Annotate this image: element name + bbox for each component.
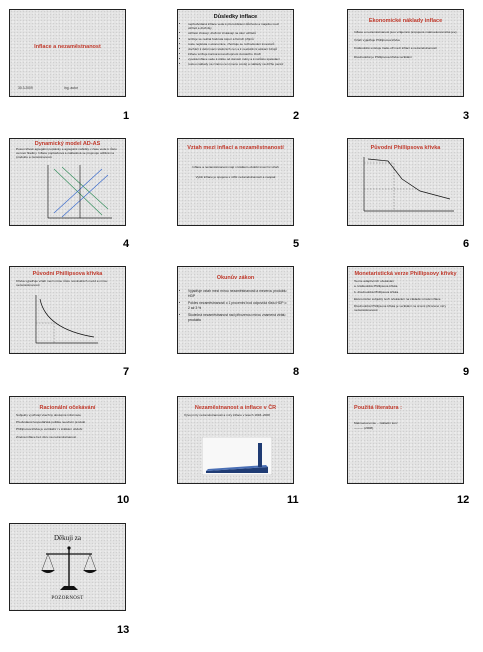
slide-number: 9 [463, 366, 470, 378]
slide-title: Okunův zákon [216, 275, 255, 281]
slide-thumbnail-11[interactable] [177, 396, 294, 484]
body-line: Inflace a nezaměstnanost jsou vzájemně propojené makroekonomické jevy [354, 30, 457, 34]
slide-title: Nezaměstnanost a inflace v ČR [194, 405, 277, 411]
body-line: Teorie adaptivních očekávání [354, 279, 395, 283]
slide-number: 8 [293, 366, 300, 378]
body-line: Vyšší inflace je spojena s nižší nezaměstnaností a naopak [195, 175, 276, 180]
slide-number: 6 [463, 238, 470, 250]
body-line: Subjekty využívají všechny dostupné informace [16, 413, 82, 417]
body-line: ——— (2008) [354, 426, 374, 431]
body-line: Ekonomické subjekty tvoří očekávání na základě minulé inflace [354, 296, 441, 301]
slide-thumbnail-1[interactable] [9, 9, 126, 97]
bullet-item: • inflace snižuje konkurenceschopnost domácího zboží [188, 52, 287, 56]
slide-body [16, 147, 119, 161]
slide-body [184, 289, 287, 324]
bullet-item: • snižuje se reálná hodnota úspor a fixních příjmů [188, 37, 287, 41]
slide-thumbnail-5[interactable] [177, 138, 294, 226]
bullet-item: • rostou náklady na změnu cen (menu costs) a náklady na držbu peněz [188, 62, 287, 66]
body-line: Vývoj míry nezaměstnanosti a míry inflace v letech 1993–2008 [184, 413, 270, 417]
body-line: Vztah vyjadřuje Phillipsova křivka [354, 38, 400, 43]
slide-thumbnail-9[interactable] [347, 266, 464, 354]
bullet-item: • Vyjadřuje vztah mezi mírou nezaměstnanosti a mezerou produktu HDP [188, 289, 287, 298]
slide-thumbnail-3[interactable] [347, 9, 464, 97]
slide-thumbnail-13[interactable] [9, 523, 126, 611]
slide-number: 2 [293, 110, 300, 122]
ad-as-diagram [44, 163, 114, 221]
slide-thumbnail-12[interactable] [347, 396, 464, 484]
bullet-item: • Pokles nezaměstnanosti o 1 procentní bod odpovídá růstu HDP o 2 až 3 % [188, 301, 287, 310]
slide-title: Ekonomické náklady inflace [368, 18, 443, 24]
body-line: Makroekonomie – základní kurz [354, 421, 398, 425]
slide-title: Použitá literatura : [354, 405, 402, 411]
bullet-item: • roste nejistota v ekonomice, zhoršuje se rozhodování investorů [188, 42, 287, 46]
slide-number: 4 [123, 238, 130, 250]
body-line: Krátkodobě existuje trade-off mezi inflací a nezaměstnaností [354, 46, 437, 51]
slide-body [354, 421, 457, 432]
body-line: Dlouhodobě je Phillipsova křivka vertikální [354, 54, 412, 59]
slide-title: Monetaristická verze Phillipsovy křivky [354, 271, 457, 277]
bullet-item: • věřitelé ztrácejí, dlužníci získávají na úkor věřitelů [188, 31, 287, 35]
slide-body [184, 413, 287, 418]
body-line: Změna inflace bez vlivu na nezaměstnanost [16, 434, 77, 439]
bullet-item: • Skutečná nezaměstnanost nad přirozenou mírou znamená ztrátu produktu [188, 313, 287, 322]
slide-number: 7 [123, 366, 130, 378]
bullet-item: • nepředvídaná inflace vede k přerozdělení důchodu a majetku mezi věřiteli a dlužníky [188, 22, 287, 30]
body-line: Inflace a nezaměstnanost mají v krátkém období inverzní vztah [192, 165, 279, 169]
cz-data-chart [202, 437, 272, 475]
slide-number: 3 [463, 110, 470, 122]
slide-footer-author: Ing. autor [64, 86, 78, 90]
body-line: Křivka vyjadřuje vztah mezi mírou růstu nominálních mezd a mírou nezaměstnanosti [16, 279, 108, 288]
phillips-curve-diagram [358, 155, 458, 219]
slide-title: Důsledky inflace [213, 14, 258, 20]
body-line: b. dlouhodobá Phillipsova křivka [354, 289, 399, 294]
body-line: Posun křivek agregátní poptávky a agregátní nabídky v čase vede k růstu cenové hladiny. Inflace poptávková a nákladová se projevuje odlišně na produktu a zaměstnanosti. [16, 147, 117, 160]
body-line: a. krátkodobá Phillipsova křivka [354, 284, 398, 289]
bullet-item: • vysoká inflace vede k útěku od domácí měny a k nárůstu spekulací [188, 57, 287, 61]
body-line: Předvídaná hospodářská politika neovlivní produkt [16, 420, 86, 425]
slide-title: Vztah mezi inflací a nezaměstnaností [187, 145, 284, 151]
slide-body [184, 22, 287, 68]
slide-number: 11 [287, 494, 299, 506]
slide-title: Původní Phillipsova křivka [32, 271, 103, 277]
scales-icon [38, 544, 100, 594]
slide-title: Dynamický model AD-AS [34, 141, 101, 147]
slide-title: Inflace a nezaměstnanost [34, 44, 101, 50]
slide-body [184, 165, 287, 181]
slide-number: 10 [117, 494, 130, 506]
body-line: Dlouhodobá Phillipsova křivka je vertikální na úrovni přirozené míry nezaměstnanosti [354, 304, 446, 313]
slide-thumbnail-7[interactable] [9, 266, 126, 354]
slide-thumbnail-6[interactable] [347, 138, 464, 226]
slide-body [354, 279, 457, 314]
slide-body [16, 413, 119, 440]
slide-thumbnail-10[interactable] [9, 396, 126, 484]
slide-body [354, 30, 457, 60]
slide-number: 13 [117, 624, 130, 636]
slide-title: Racionální očekávání [39, 405, 96, 411]
slide-title: Původní Phillipsova křivka [370, 145, 441, 151]
slide-footer-date: 30.3.2009 [18, 86, 33, 90]
slide-caption-top: Děkuji za [53, 534, 81, 542]
slide-number: 1 [123, 110, 130, 122]
slide-number: 12 [457, 494, 470, 506]
slide-caption-bottom: POZORNOST [51, 596, 84, 601]
slide-thumbnail-4[interactable] [9, 138, 126, 226]
body-line: Phillipsova křivka je vertikální i v krátkém období [16, 427, 83, 432]
slide-body [16, 279, 119, 289]
phillips-curve-diagram [32, 293, 102, 349]
slide-thumbnail-2[interactable] [177, 9, 294, 97]
bullet-item: • dochází k deformaci relativních cen a k neefektivní alokaci zdrojů [188, 47, 287, 51]
slide-number: 5 [293, 238, 300, 250]
slide-thumbnail-8[interactable] [177, 266, 294, 354]
